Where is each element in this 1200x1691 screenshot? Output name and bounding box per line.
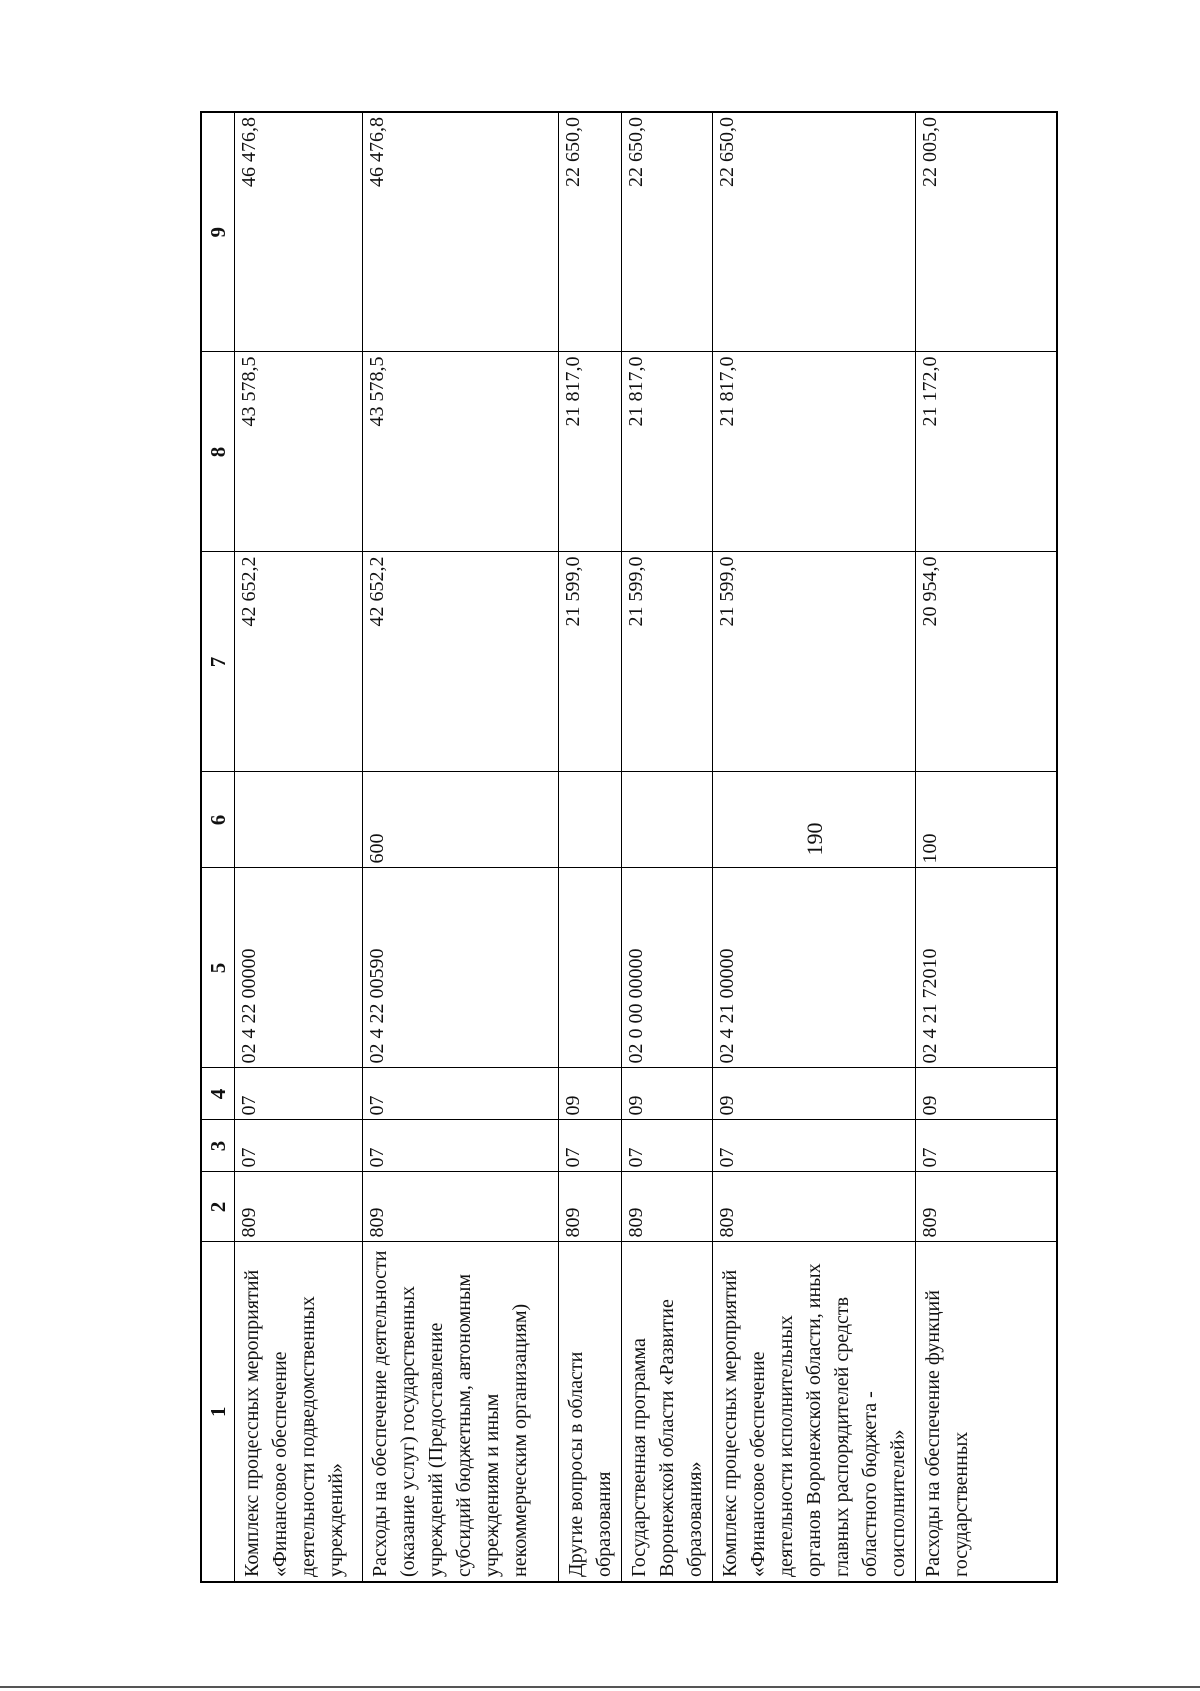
section-cell: 07 <box>363 1120 559 1172</box>
target-article-cell: 02 4 21 00000 <box>713 868 916 1068</box>
grbs-cell: 809 <box>235 1172 363 1242</box>
expense-type-cell <box>713 772 916 868</box>
amount-2024-cell: 21 599,0 <box>559 552 622 772</box>
grbs-cell: 809 <box>363 1172 559 1242</box>
row-name-cell: Расходы на обеспечение функций государственных <box>916 1242 1058 1582</box>
table-row <box>713 112 916 1582</box>
page-number: 190 <box>802 822 827 856</box>
amount-2025-cell: 21 172,0 <box>916 352 1058 552</box>
table-row <box>559 112 622 1582</box>
amount-2024-cell: 21 599,0 <box>713 552 916 772</box>
subsection-cell: 09 <box>559 1068 622 1120</box>
amount-2024-cell: 21 599,0 <box>622 552 713 772</box>
amount-2026-cell: 46 476,8 <box>235 112 363 352</box>
section-cell: 07 <box>235 1120 363 1172</box>
target-article-cell: 02 4 22 00590 <box>363 868 559 1068</box>
row-name-cell: Государственная программа Воронежской области «Развитие образования» <box>622 1242 713 1582</box>
amount-2026-cell: 22 650,0 <box>622 112 713 352</box>
table-row <box>622 112 713 1582</box>
subsection-cell: 07 <box>235 1068 363 1120</box>
column-header-6: 6 <box>201 772 235 868</box>
amount-2026-cell: 22 005,0 <box>916 112 1058 352</box>
amount-2025-cell: 21 817,0 <box>559 352 622 552</box>
expense-type-cell <box>235 772 363 868</box>
amount-2026-cell: 46 476,8 <box>363 112 559 352</box>
grbs-cell: 809 <box>713 1172 916 1242</box>
target-article-cell: 02 4 22 00000 <box>235 868 363 1068</box>
bottom-rule <box>0 1686 1200 1688</box>
column-header-9: 9 <box>201 112 235 352</box>
subsection-cell: 09 <box>916 1068 1058 1120</box>
amount-2024-cell: 42 652,2 <box>363 552 559 772</box>
expense-type-cell <box>622 772 713 868</box>
row-name-cell: Другие вопросы в области образования <box>559 1242 622 1582</box>
expense-type-cell <box>559 772 622 868</box>
section-cell: 07 <box>622 1120 713 1172</box>
table-row <box>235 112 363 1582</box>
target-article-cell: 02 4 21 72010 <box>916 868 1058 1068</box>
amount-2026-cell: 22 650,0 <box>559 112 622 352</box>
table-row <box>916 112 1058 1582</box>
header-row <box>201 112 235 1582</box>
column-header-3: 3 <box>201 1120 235 1172</box>
table-row <box>363 112 559 1582</box>
section-cell: 07 <box>559 1120 622 1172</box>
expense-type-cell: 600 <box>363 772 559 868</box>
row-name-cell: Комплекс процессных мероприятий «Финансовое обеспечение деятельности исполнительных органов Воронежской области, иных главных распорядителей средств областного бюджета - соисполнителей» <box>713 1242 916 1582</box>
column-header-2: 2 <box>201 1172 235 1242</box>
column-header-4: 4 <box>201 1068 235 1120</box>
subsection-cell: 09 <box>713 1068 916 1120</box>
table-body <box>235 112 1058 1582</box>
amount-2026-cell: 22 650,0 <box>713 112 916 352</box>
section-cell: 07 <box>713 1120 916 1172</box>
expense-type-cell: 100 <box>916 772 1058 868</box>
section-cell: 07 <box>916 1120 1058 1172</box>
column-header-7: 7 <box>201 552 235 772</box>
column-header-8: 8 <box>201 352 235 552</box>
grbs-cell: 809 <box>622 1172 713 1242</box>
grbs-cell: 809 <box>916 1172 1058 1242</box>
subsection-cell: 09 <box>622 1068 713 1120</box>
target-article-cell: 02 0 00 00000 <box>622 868 713 1068</box>
grbs-cell: 809 <box>559 1172 622 1242</box>
column-header-5: 5 <box>201 868 235 1068</box>
budget-table <box>200 111 1058 1583</box>
amount-2025-cell: 21 817,0 <box>713 352 916 552</box>
amount-2025-cell: 43 578,5 <box>235 352 363 552</box>
column-header-1: 1 <box>201 1242 235 1582</box>
budget-table-rotated <box>200 113 1058 1583</box>
amount-2024-cell: 42 652,2 <box>235 552 363 772</box>
row-name-cell: Комплекс процессных мероприятий «Финансовое обеспечение деятельности подведомственных учреждений» <box>235 1242 363 1582</box>
row-name-cell: Расходы на обеспечение деятельности (оказание услуг) государственных учреждений (Предоставление субсидий бюджетным, автономным учреждениям и иным некоммерческим организациям) <box>363 1242 559 1582</box>
subsection-cell: 07 <box>363 1068 559 1120</box>
amount-2025-cell: 43 578,5 <box>363 352 559 552</box>
amount-2024-cell: 20 954,0 <box>916 552 1058 772</box>
target-article-cell <box>559 868 622 1068</box>
amount-2025-cell: 21 817,0 <box>622 352 713 552</box>
